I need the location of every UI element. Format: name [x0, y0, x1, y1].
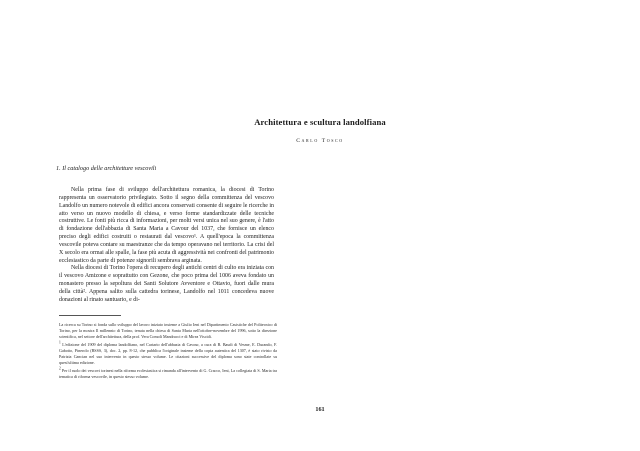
body-paragraph: Nella prima fase di sviluppo dell'architettura romanica, la diocesi di Torino rappresenta un osservatorio privilegiato. Sotto il segno della committenza del vescovo Landolfo un numero notevole di edifici ancora conservati consente di seguire le ricerche in atto verso un nuovo modello di chiesa, e verso forme standardizzate delle tecniche costruttive. Le fonti più ricca di informazioni, per molti versi unica nel suo genere, è l'atto di fondazione dell'abbazia di Santa Maria a Cavour del 1037, che fornisce un elenco preciso degli edifici costruiti o restaurati dal vescovo¹. A quell'epoca la committenza vescovile poteva contare su maestranze che da tempo operavano nel territorio. La crisi del X secolo era ormai alle spalle, la fase più acuta di aggressività nei confronti del patrimonio ecclesiastico da parte di potenze signorili sembrava arginata.	[59, 187, 274, 264]
footnote-text: Per il ruolo dei vescovi torinesi nella riforma ecclesiastica si rimanda all'intervento di G. Cracco, Ieni, La collegiata di S. Maria tra tematica di riforma vescovile, in questo stesso volume.	[59, 367, 277, 379]
footnote-rule	[59, 315, 121, 316]
footnote-mark: 1	[59, 340, 61, 345]
article-title: Architettura e scultura landolfiana	[254, 117, 386, 127]
footnote-text: La ricerca su Torino si fonda sullo sviluppo del lavoro iniziato insieme a Giulio Ieni nel Dipartimento Casistiche del Politecnico di Torino, per la mostra Il millennio di Torino, tenuta nella chiesa di Santa Maria nell'ottobre-novembre del 1996, sotto la direzione scientifica, nel settore dell'architettura, della prof. Vera Comoli Mandracci e di Mirea Viscidi.	[59, 322, 277, 340]
footnote	[59, 322, 277, 340]
article-author: Carlo Tosco	[296, 138, 344, 144]
section-heading: 1. Il catalogo delle architetture vescovili	[56, 165, 157, 172]
footnotes	[59, 322, 277, 382]
page-number: 161	[315, 406, 325, 413]
footnote-mark: 2	[59, 366, 61, 371]
footnote-text: L'edizione del 1909 del diploma landolfiano, nel Cartario dell'abbazia di Cavour, a cura di B. Baudi di Vesme, E. Durando, F. Gabotto, Pinerolo (BSSS, 3), doc. 2, pp. 8-12, che pubblica l'originale insieme della copia autentica del 1307, è stato rivisto da Patrizia Cancian nel suo intervento in questo stesso volume. Le citazioni successive del diploma sono state controllate su quest'ultima edizione.	[59, 341, 277, 366]
body-text	[59, 187, 274, 305]
footnote	[59, 368, 277, 380]
body-paragraph: Nella diocesi di Torino l'opera di recupero degli antichi centri di culto era iniziata con il vescovo Amizone e soprattutto con Gezone, che poco prima del 1006 aveva fondato un monastero presso la sepoltura dei Santi Solutore Avventore e Ottavio, fuori dalle mura della città². Appena salito sulla cattedra torinese, Landolfo nel 1011 concedeva nuove donazioni al rinato santuario, e di-	[59, 265, 274, 303]
footnote	[59, 342, 277, 366]
